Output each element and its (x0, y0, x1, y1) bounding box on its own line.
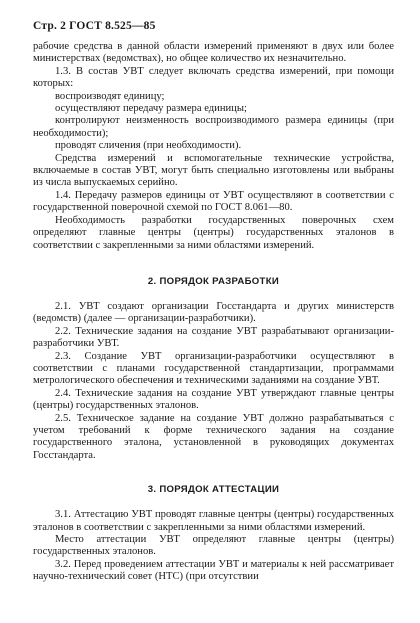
paragraph-1-3: осуществляют передачу размера единицы; (55, 103, 247, 115)
page-header: Стр. 2 ГОСТ 8.525—85 (33, 20, 156, 32)
paragraph-3-3: 3.2. Перед проведением аттестации УВТ и материалы к ней рассматривает научно-технический совет (НТС) (при отсутствии (33, 558, 394, 583)
paragraph-1-1: 1.3. В состав УВТ следует включать средства измерений, при помощи которых: (33, 65, 394, 90)
paragraph-1-7: 1.4. Передачу размеров единицы от УВТ осуществляют в соответствии с государственной поверочной схемой по ГОСТ 8.061—80. (33, 189, 394, 214)
section-2-body (33, 301, 394, 462)
paragraph-2-5: 2.5. Техническое задание на создание УВТ должно разрабатываться с учетом требований к форме технического задания на создание государственного эталона, установленной в руководящих документах Госстандарта. (33, 412, 394, 461)
section-3-heading: 3. ПОРЯДОК АТТЕСТАЦИИ (147, 484, 280, 496)
paragraph-2-2: 2.2. Технические задания на создание УВТ разрабатывают организации-разработчики УВТ. (33, 325, 394, 350)
paragraph-2-4: 2.4. Технические задания на создание УВТ утверждают главные центры (центры) государственных эталонов. (33, 387, 394, 412)
paragraph-1-4: контролируют неизменность воспроизводимого размера единицы (при необходимости); (33, 115, 394, 139)
paragraph-1-6: Средства измерений и вспомогательные технические устройства, включаемые в состав УВТ, могут быть специально изготовлены или выбраны из числа выпускаемых серийно. (33, 152, 394, 189)
paragraph-3-1: 3.1. Аттестацию УВТ проводят главные центры (центры) государственных эталонов в соответствии с закрепленными за ними областями измерений. (33, 509, 394, 533)
block-1 (33, 41, 394, 252)
paragraph-3-2: Место аттестации УВТ определяют главные центры (центры) государственных эталонов. (33, 534, 394, 558)
paragraph-1-0: рабочие средства в данной области измерений применяют в двух или более министерствах (ведомствах), но общее количество их незначительно. (33, 41, 394, 65)
paragraph-2-1: 2.1. УВТ создают организации Госстандарта и других министерств (ведомств) (далее — организации-разработчики). (33, 300, 394, 325)
paragraph-1-8: Необходимость разработки государственных поверочных схем определяют главные центры (центры) государственных эталонов в соответствии с закрепленными за ними областями измерений. (33, 214, 394, 251)
section-3-body (33, 509, 394, 583)
paragraph-2-3: 2.3. Создание УВТ организации-разработчики осуществляют в соответствии с планами государственной стандартизации, программами метрологического обеспечения и техническими заданиями на создание УВТ. (33, 350, 394, 387)
paragraph-1-2: воспроизводят единицу; (55, 90, 165, 102)
section-2-heading: 2. ПОРЯДОК РАЗРАБОТКИ (147, 275, 280, 287)
paragraph-1-5: проводят сличения (при необходимости). (55, 140, 242, 152)
